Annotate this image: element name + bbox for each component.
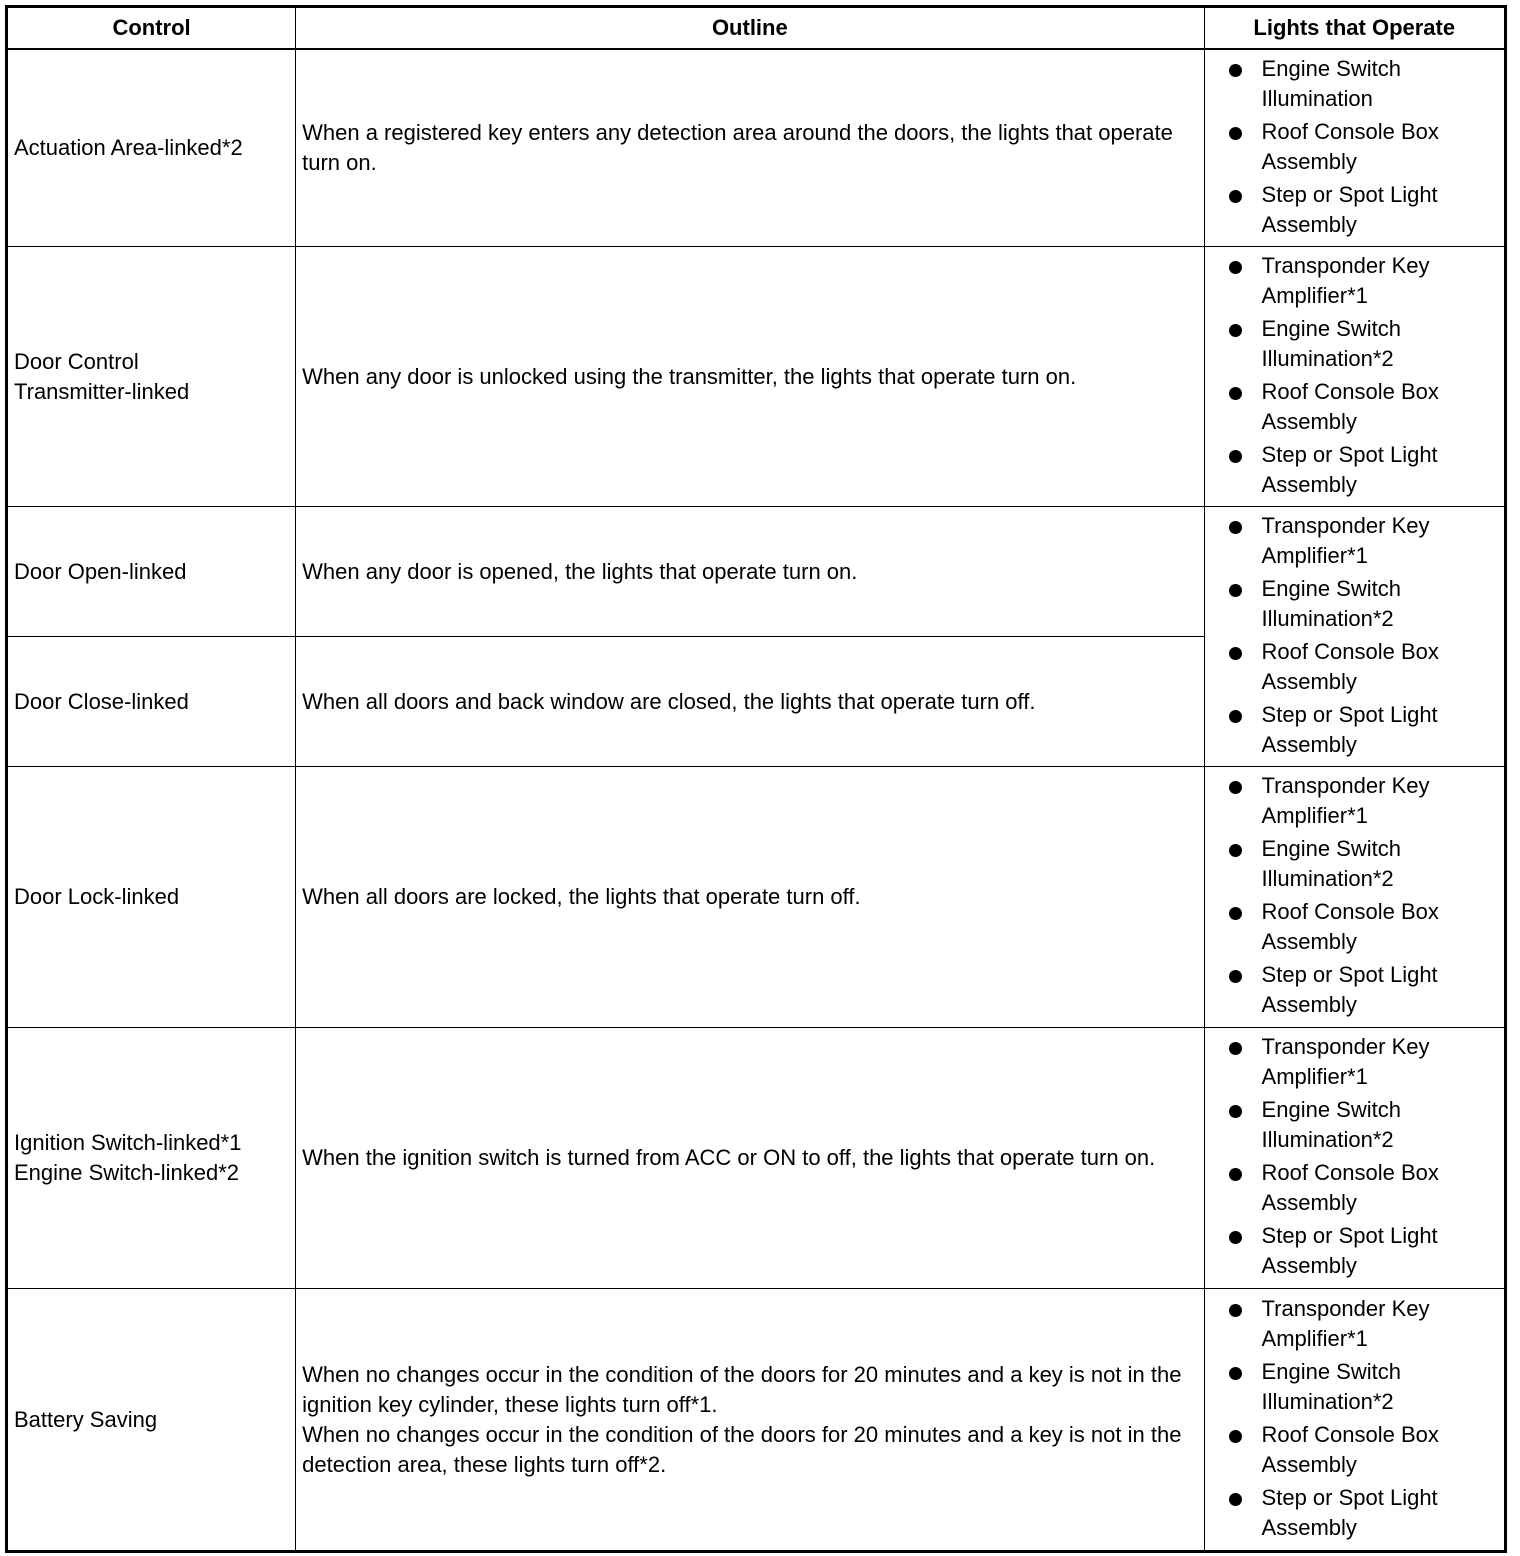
light-name: Roof Console Box Assembly — [1261, 1421, 1439, 1477]
list-item — [1211, 180, 1498, 240]
header-row — [7, 7, 1506, 50]
list-item — [1211, 1221, 1498, 1281]
light-name: Engine Switch Illumination*2 — [1261, 1358, 1401, 1414]
list-item — [1211, 574, 1498, 634]
light-name: Step or Spot Light Assembly — [1261, 1484, 1438, 1540]
table-row — [7, 1289, 1506, 1552]
list-item — [1211, 440, 1498, 500]
light-name: Engine Switch Illumination*2 — [1261, 1097, 1401, 1152]
control-cell — [7, 1028, 296, 1289]
bullet-icon — [1229, 1430, 1242, 1443]
bullet-icon — [1229, 1231, 1242, 1244]
light-name: Transponder Key Amplifier*1 — [1261, 773, 1430, 828]
control-cell — [7, 247, 296, 507]
table-row — [7, 507, 1506, 637]
outline-text: When a registered key enters any detection area around the doors, the lights that operate turn on. — [302, 120, 1173, 175]
light-name: Engine Switch Illumination — [1261, 55, 1401, 111]
bullet-icon — [1229, 324, 1242, 337]
lights-cell — [1204, 1028, 1505, 1289]
list-item — [1211, 1032, 1498, 1092]
bullet-icon — [1229, 844, 1242, 857]
bullet-icon — [1229, 127, 1242, 140]
outline-cell — [296, 637, 1204, 767]
header-control: Control — [7, 7, 296, 50]
bullet-icon — [1229, 64, 1242, 77]
table-row — [7, 767, 1506, 1028]
control-text: Engine Switch-linked*2 — [14, 1160, 240, 1185]
bullet-icon — [1229, 1105, 1242, 1118]
bullet-icon — [1229, 1493, 1242, 1506]
light-name: Roof Console Box Assembly — [1261, 638, 1439, 694]
light-name: Step or Spot Light Assembly — [1261, 701, 1438, 757]
light-name: Roof Console Box Assembly — [1261, 1160, 1439, 1215]
light-name: Step or Spot Light Assembly — [1261, 1223, 1438, 1278]
light-name: Engine Switch Illumination*2 — [1261, 575, 1401, 631]
control-cell — [7, 49, 296, 247]
bullet-icon — [1229, 1367, 1242, 1380]
list-item — [1211, 1158, 1498, 1218]
outline-cell — [296, 1289, 1204, 1552]
bullet-icon — [1229, 190, 1242, 203]
control-text: Door Close-linked — [14, 688, 189, 714]
lights-cell — [1204, 49, 1505, 247]
light-name: Step or Spot Light Assembly — [1261, 441, 1438, 497]
control-text: Battery Saving — [14, 1406, 158, 1432]
list-item — [1211, 1483, 1498, 1543]
lights-cell — [1204, 247, 1505, 507]
outline-text: When all doors are locked, the lights that operate turn off. — [302, 884, 861, 909]
header-outline: Outline — [296, 7, 1204, 50]
list-item — [1211, 700, 1498, 760]
lights-list — [1211, 1032, 1498, 1281]
list-item — [1211, 1294, 1498, 1354]
bullet-icon — [1229, 647, 1242, 660]
outline-cell — [296, 1028, 1204, 1289]
lights-list — [1211, 511, 1498, 760]
light-name: Roof Console Box Assembly — [1261, 118, 1439, 174]
light-name: Transponder Key Amplifier*1 — [1261, 512, 1430, 568]
list-item — [1211, 511, 1498, 571]
list-item — [1211, 960, 1498, 1020]
bullet-icon — [1229, 521, 1242, 534]
bullet-icon — [1229, 1168, 1242, 1181]
bullet-icon — [1229, 261, 1242, 274]
control-text: Door Open-linked — [14, 558, 187, 584]
lights-cell — [1204, 767, 1505, 1028]
outline-text: When any door is opened, the lights that operate turn on. — [302, 558, 858, 584]
outline-text: When the ignition switch is turned from ACC or ON to off, the lights that operate turn on. — [302, 1145, 1156, 1170]
list-item — [1211, 117, 1498, 177]
list-item — [1211, 897, 1498, 957]
bullet-icon — [1229, 450, 1242, 463]
list-item — [1211, 771, 1498, 831]
control-text: Door Control — [14, 348, 139, 374]
table-row — [7, 247, 1506, 507]
control-text: Actuation Area-linked*2 — [14, 135, 243, 160]
bullet-icon — [1229, 970, 1242, 983]
list-item — [1211, 637, 1498, 697]
bullet-icon — [1229, 1304, 1242, 1317]
bullet-icon — [1229, 907, 1242, 920]
bullet-icon — [1229, 710, 1242, 723]
bullet-icon — [1229, 781, 1242, 794]
control-text: Ignition Switch-linked*1 — [14, 1130, 242, 1155]
list-item — [1211, 1357, 1498, 1417]
control-cell — [7, 767, 296, 1028]
control-cell — [7, 507, 296, 637]
outline-text: When all doors and back window are closed, the lights that operate turn off. — [302, 688, 1036, 714]
bullet-icon — [1229, 584, 1242, 597]
bullet-icon — [1229, 1042, 1242, 1055]
list-item — [1211, 251, 1498, 311]
control-text: Transmitter-linked — [14, 378, 190, 404]
outline-text: When any door is unlocked using the transmitter, the lights that operate turn on. — [302, 363, 1077, 389]
table-row — [7, 1028, 1506, 1289]
list-item — [1211, 314, 1498, 374]
table-row — [7, 49, 1506, 247]
outline-text: When no changes occur in the condition of the doors for 20 minutes and a key is not in the ignition key cylinder, these lights turn off*1. — [302, 1361, 1182, 1417]
light-name: Transponder Key Amplifier*1 — [1261, 1295, 1430, 1351]
lights-list — [1211, 771, 1498, 1020]
light-name: Roof Console Box Assembly — [1261, 378, 1439, 434]
header-lights: Lights that Operate — [1204, 7, 1505, 50]
bullet-icon — [1229, 387, 1242, 400]
light-name: Step or Spot Light Assembly — [1261, 962, 1438, 1017]
outline-cell — [296, 767, 1204, 1028]
outline-cell — [296, 247, 1204, 507]
list-item — [1211, 1095, 1498, 1155]
outline-cell — [296, 49, 1204, 247]
light-name: Engine Switch Illumination*2 — [1261, 836, 1401, 891]
lights-list — [1211, 251, 1498, 500]
light-name: Transponder Key Amplifier*1 — [1261, 1034, 1430, 1089]
list-item — [1211, 1420, 1498, 1480]
lights-list — [1211, 54, 1498, 240]
light-name: Engine Switch Illumination*2 — [1261, 315, 1401, 371]
light-name: Transponder Key Amplifier*1 — [1261, 252, 1430, 308]
lights-list — [1211, 1294, 1498, 1543]
light-name: Roof Console Box Assembly — [1261, 899, 1439, 954]
interior-light-control-table — [5, 5, 1507, 1553]
control-cell — [7, 637, 296, 767]
list-item — [1211, 834, 1498, 894]
lights-cell — [1204, 507, 1505, 767]
list-item — [1211, 54, 1498, 114]
list-item — [1211, 377, 1498, 437]
outline-text: When no changes occur in the condition of the doors for 20 minutes and a key is not in the detection area, these lights turn off*2. — [302, 1421, 1182, 1477]
lights-cell — [1204, 1289, 1505, 1552]
light-name: Step or Spot Light Assembly — [1261, 181, 1438, 237]
control-text: Door Lock-linked — [14, 884, 180, 909]
outline-cell — [296, 507, 1204, 637]
control-cell — [7, 1289, 296, 1552]
